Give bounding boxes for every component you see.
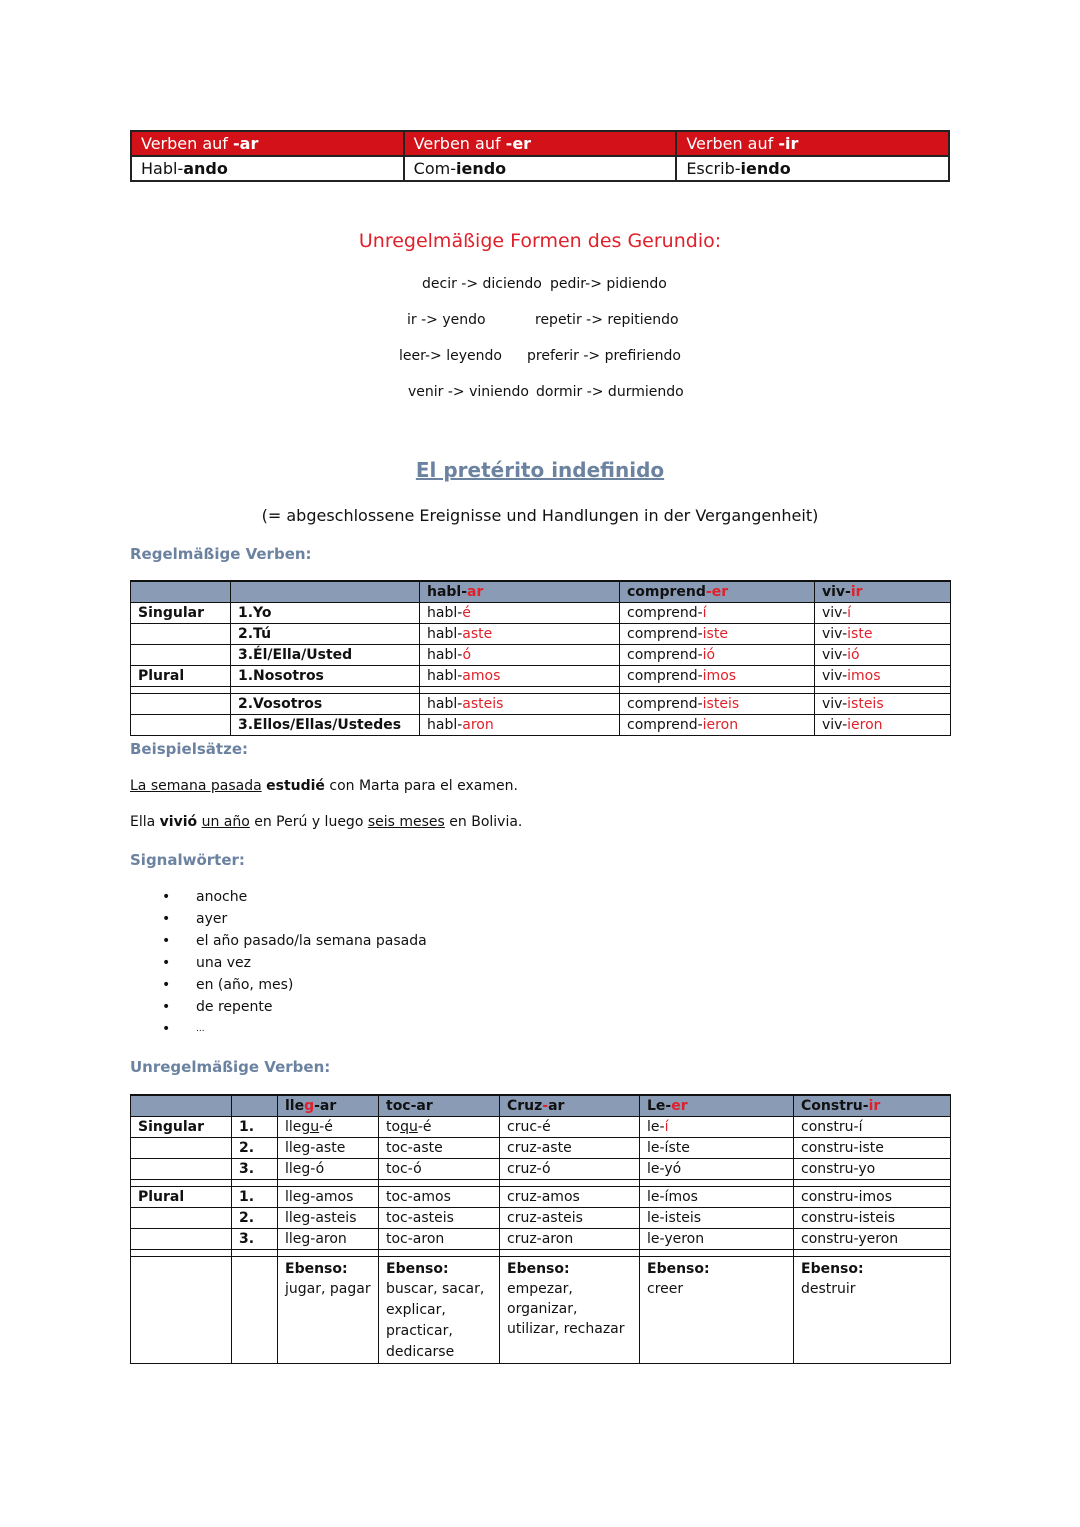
irregular-verbs-heading: Unregelmäßige Verben:: [130, 1058, 331, 1076]
regular-verbs-table: [130, 580, 951, 736]
conj-cell: comprend-í: [620, 603, 815, 624]
conj-cell: habl-é: [420, 603, 620, 624]
table-row: [131, 1229, 951, 1250]
table-row: [131, 666, 951, 687]
header-hablar: habl-ar: [420, 581, 620, 603]
gerund-pair: leer-> leyendo: [399, 348, 502, 364]
table-row: [131, 1187, 951, 1208]
table-row: [131, 603, 951, 624]
gerund-pair: dormir -> durmiendo: [536, 384, 684, 400]
gerund-header-er: Verben auf -er: [404, 131, 677, 156]
table-row-ebenso: [131, 1257, 951, 1364]
regular-verbs-heading: Regelmäßige Verben:: [130, 545, 312, 563]
examples-heading: Beispielsätze:: [130, 740, 248, 758]
person-label: 2.Vosotros: [231, 694, 420, 715]
ebenso-cell: Ebenso: empezar, organizar, utilizar, rechazar: [500, 1257, 640, 1364]
person-number: 3.: [232, 1229, 278, 1250]
conj-cell: habl-aron: [420, 715, 620, 736]
conj-cell: cruz-amos: [500, 1187, 640, 1208]
conj-cell: viv-iste: [815, 624, 951, 645]
list-item: • de repente: [162, 996, 427, 1018]
conj-cell: cruz-aron: [500, 1229, 640, 1250]
list-item: • ...: [162, 1018, 427, 1040]
ebenso-cell: Ebenso: buscar, sacar, explicar, practicar, dedicarse: [379, 1257, 500, 1364]
conj-cell: le-ímos: [640, 1187, 794, 1208]
conj-cell: comprend-iste: [620, 624, 815, 645]
signal-words-heading: Signalwörter:: [130, 851, 245, 869]
conj-cell: habl-aste: [420, 624, 620, 645]
header-tocar: toc-ar: [379, 1095, 500, 1117]
list-item: • anoche: [162, 886, 427, 908]
header-empty: [231, 581, 420, 603]
header-vivir: viv-ir: [815, 581, 951, 603]
conj-cell: viv-ió: [815, 645, 951, 666]
gerund-form-ir: Escrib-iendo: [676, 156, 949, 181]
list-item: • ayer: [162, 908, 427, 930]
header-empty: [131, 1095, 232, 1117]
conj-cell: llegu-é: [278, 1117, 379, 1138]
gerund-pair: decir -> diciendo: [422, 276, 542, 292]
conj-cell: cruz-ó: [500, 1159, 640, 1180]
person-number: 1.: [232, 1117, 278, 1138]
conj-cell: habl-amos: [420, 666, 620, 687]
gerund-form-ar: Habl-ando: [131, 156, 404, 181]
conj-cell: constru-isteis: [794, 1208, 951, 1229]
conj-cell: lleg-asteis: [278, 1208, 379, 1229]
conj-cell: toc-asteis: [379, 1208, 500, 1229]
table-row: [131, 1208, 951, 1229]
conj-cell: toqu-é: [379, 1117, 500, 1138]
group-label: Singular: [131, 603, 231, 624]
person-number: 1.: [232, 1187, 278, 1208]
group-label: [131, 1138, 232, 1159]
preterito-title: El pretérito indefinido: [415, 458, 665, 482]
group-label: [131, 1257, 232, 1364]
header-comprender: comprend-er: [620, 581, 815, 603]
example-sentence-2: Ella vivió un año en Perú y luego seis meses en Bolivia.: [130, 814, 523, 830]
conj-cell: constru-yo: [794, 1159, 951, 1180]
conj-cell: toc-aron: [379, 1229, 500, 1250]
table-row: [131, 694, 951, 715]
gerund-pair: preferir -> prefiriendo: [527, 348, 681, 364]
group-label: Singular: [131, 1117, 232, 1138]
example-sentence-1: La semana pasada estudié con Marta para el examen.: [130, 778, 518, 794]
person-number: 2.: [232, 1208, 278, 1229]
header-construir: Constru-ir: [794, 1095, 951, 1117]
table-row: [131, 1159, 951, 1180]
group-label: Plural: [131, 1187, 232, 1208]
person-number: 2.: [232, 1138, 278, 1159]
person-number: 3.: [232, 1159, 278, 1180]
header-empty: [232, 1095, 278, 1117]
conj-cell: toc-amos: [379, 1187, 500, 1208]
person-label: 1.Yo: [231, 603, 420, 624]
header-cruzar: Cruz-ar: [500, 1095, 640, 1117]
person-label: 1.Nosotros: [231, 666, 420, 687]
conj-cell: constru-yeron: [794, 1229, 951, 1250]
preterito-subtitle: (= abgeschlossene Ereignisse und Handlungen in der Vergangenheit): [261, 506, 819, 525]
conj-cell: cruz-asteis: [500, 1208, 640, 1229]
group-label: [131, 694, 231, 715]
gerund-pair: repetir -> repitiendo: [535, 312, 679, 328]
conj-cell: lleg-ó: [278, 1159, 379, 1180]
table-row: [131, 715, 951, 736]
header-llegar: lleg-ar: [278, 1095, 379, 1117]
conj-cell: cruz-aste: [500, 1138, 640, 1159]
list-item: • en (año, mes): [162, 974, 427, 996]
conj-cell: cruc-é: [500, 1117, 640, 1138]
person-label: 3.Ellos/Ellas/Ustedes: [231, 715, 420, 736]
conj-cell: constru-í: [794, 1117, 951, 1138]
table-row: [131, 1117, 951, 1138]
conj-cell: viv-ieron: [815, 715, 951, 736]
irregular-gerund-title: Unregelmäßige Formen des Gerundio:: [358, 230, 722, 252]
conj-cell: lleg-amos: [278, 1187, 379, 1208]
conj-cell: comprend-isteis: [620, 694, 815, 715]
group-label: [131, 715, 231, 736]
group-label: [131, 1229, 232, 1250]
conj-cell: viv-isteis: [815, 694, 951, 715]
gerund-pair: pedir-> pidiendo: [550, 276, 667, 292]
ebenso-cell: Ebenso: creer: [640, 1257, 794, 1364]
conj-cell: le-yó: [640, 1159, 794, 1180]
gerund-header-ar: Verben auf -ar: [131, 131, 404, 156]
person-label: 3.Él/Ella/Usted: [231, 645, 420, 666]
table-row: [131, 645, 951, 666]
ebenso-cell: Ebenso: destruir: [794, 1257, 951, 1364]
header-leer: Le-er: [640, 1095, 794, 1117]
group-label: Plural: [131, 666, 231, 687]
conj-cell: comprend-ieron: [620, 715, 815, 736]
gerund-header-ir: Verben auf -ir: [676, 131, 949, 156]
conj-cell: habl-ó: [420, 645, 620, 666]
table-row: [131, 624, 951, 645]
conj-cell: comprend-ió: [620, 645, 815, 666]
person-label: 2.Tú: [231, 624, 420, 645]
conj-cell: lleg-aron: [278, 1229, 379, 1250]
conj-cell: constru-imos: [794, 1187, 951, 1208]
irregular-verbs-table: [130, 1094, 951, 1364]
conj-cell: constru-iste: [794, 1138, 951, 1159]
table-row: [131, 1138, 951, 1159]
conj-cell: viv-í: [815, 603, 951, 624]
conj-cell: viv-imos: [815, 666, 951, 687]
list-item: • una vez: [162, 952, 427, 974]
signal-words-list: [162, 886, 427, 1040]
group-label: [131, 1208, 232, 1229]
gerund-form-er: Com-iendo: [404, 156, 677, 181]
gerund-pair: ir -> yendo: [407, 312, 486, 328]
group-label: [131, 1159, 232, 1180]
gerund-table: [130, 130, 950, 182]
list-item: • el año pasado/la semana pasada: [162, 930, 427, 952]
header-empty: [131, 581, 231, 603]
conj-cell: le-isteis: [640, 1208, 794, 1229]
conj-cell: comprend-imos: [620, 666, 815, 687]
gerund-pair: venir -> viniendo: [408, 384, 529, 400]
conj-cell: le-íste: [640, 1138, 794, 1159]
conj-cell: habl-asteis: [420, 694, 620, 715]
conj-cell: toc-aste: [379, 1138, 500, 1159]
person-number: [232, 1257, 278, 1364]
group-label: [131, 624, 231, 645]
ebenso-cell: Ebenso: jugar, pagar: [278, 1257, 379, 1364]
conj-cell: le-yeron: [640, 1229, 794, 1250]
conj-cell: le-í: [640, 1117, 794, 1138]
conj-cell: lleg-aste: [278, 1138, 379, 1159]
group-label: [131, 645, 231, 666]
conj-cell: toc-ó: [379, 1159, 500, 1180]
